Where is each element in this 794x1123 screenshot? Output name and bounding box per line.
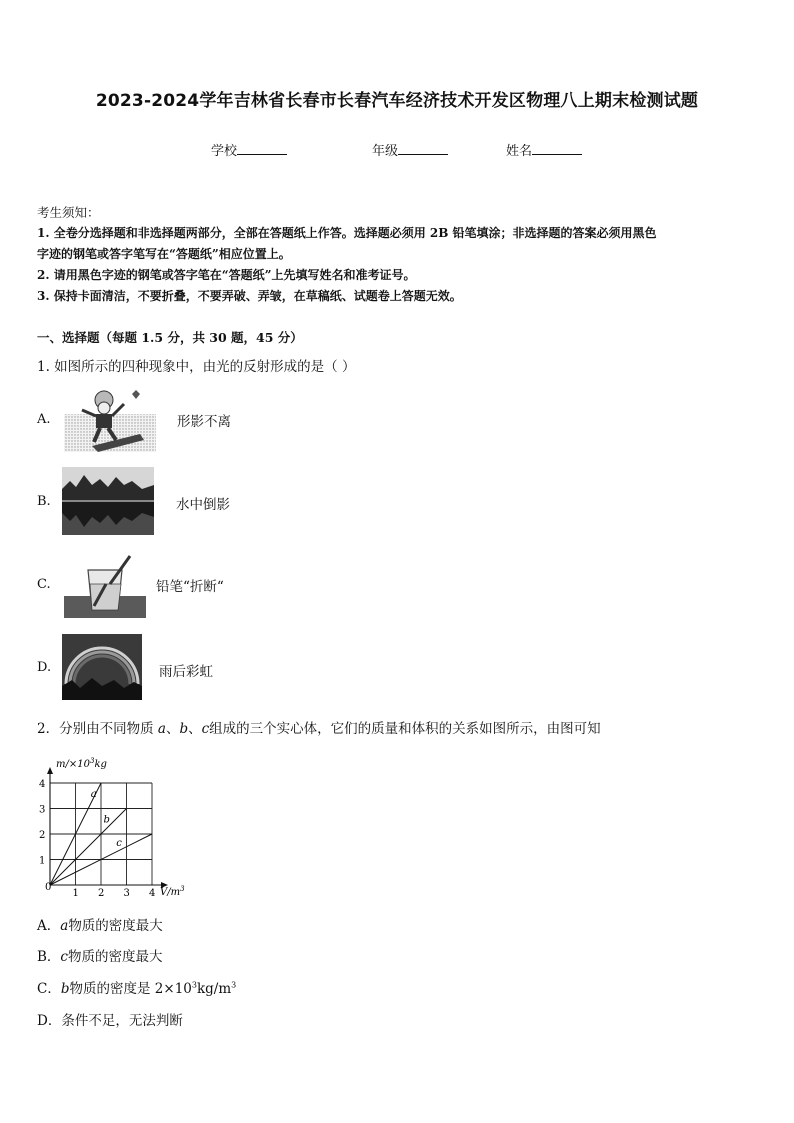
notice-item-1-line-2: 字迹的钢笔或答字笔写在“答题纸”相应位置上。 [37, 247, 291, 261]
grade-label: 年级 [372, 144, 399, 159]
q1-option-c-label: 铅笔“折断“ [156, 579, 224, 595]
series-label-a: a [90, 789, 97, 801]
origin-label: 0 [45, 882, 52, 893]
q2-option-b [37, 945, 162, 965]
school-field [211, 140, 287, 159]
y-tick-label-3: 3 [39, 804, 46, 816]
section-heading: 一、选择题（每题 1.5 分，共 30 题，45 分） [37, 330, 303, 345]
series-line-b [50, 809, 127, 886]
x-tick-label-1: 1 [72, 888, 79, 899]
q2-option-b-var: c [60, 949, 68, 965]
shadow-cartoon-image [62, 386, 156, 454]
x-tick-label-4: 4 [149, 888, 156, 899]
q2-stem-suffix: 组成的三个实心体，它们的质量和体积的关系如图所示，由图可知 [209, 721, 601, 737]
y-tick-label-4: 4 [39, 779, 46, 790]
notice-item-3: 3. 保持卡面清洁，不要折叠，不要弄破、弄皱，在草稿纸、试题卷上答题无效。 [37, 289, 462, 303]
q1-option-d-label: 雨后彩虹 [159, 664, 213, 680]
q1-option-a-label: 形影不离 [177, 414, 231, 430]
q2-var-c: c [201, 721, 210, 737]
notice-item-1-line-1: 1. 全卷分选择题和非选择题两部分，全部在答题纸上作答。选择题必须用 2B 铅笔填涂；非选择题的答案必须用黑色 [37, 226, 657, 240]
q2-option-c-text-mid: kg/m [196, 981, 232, 997]
notice-item-2: 2. 请用黑色字迹的钢笔或答字笔在“答题纸”上先填写姓名和准考证号。 [37, 268, 416, 282]
q2-option-a-text: 物质的密度最大 [68, 918, 163, 934]
q2-option-a [37, 914, 163, 934]
rainbow-image [62, 634, 142, 700]
name-blank [532, 142, 582, 155]
q2-sep-1: 、 [165, 721, 180, 737]
x-tick-label-2: 2 [98, 888, 105, 899]
q2-option-c [37, 977, 236, 997]
pencil-in-glass-image [64, 552, 146, 618]
q2-option-b-text: 物质的密度最大 [67, 949, 163, 965]
y-axis-label: $m/\times 10^3kg$ [56, 757, 107, 770]
y-axis-arrow [47, 767, 53, 774]
name-field [506, 140, 582, 159]
water-reflection-image [62, 467, 154, 535]
q2-stem-prefix: 2．分别由不同物质 [37, 721, 158, 737]
y-tick-label-1: 1 [39, 855, 46, 867]
page-title: 2023-2024学年吉林省长春市长春汽车经济技术开发区物理八上期末检测试题 [95, 91, 699, 111]
q2-var-a: a [157, 721, 166, 737]
grade-field [372, 140, 448, 159]
series-label-b: b [103, 814, 110, 826]
q1-option-b-label: 水中倒影 [176, 497, 230, 513]
q1-option-a-letter: A. [37, 412, 51, 427]
y-tick-label-2: 2 [39, 830, 46, 841]
q2-sep-2: 、 [188, 721, 202, 737]
q2-option-d-text: 条件不足，无法判断 [61, 1013, 183, 1029]
school-blank [237, 142, 287, 155]
notice-heading: 考生须知： [37, 205, 100, 220]
question-2-stem [37, 717, 601, 737]
mass-volume-chart [30, 752, 190, 900]
x-axis-label: $V/m^3$ [160, 885, 185, 898]
q2-option-c-var: b [60, 981, 70, 997]
school-label: 学校 [211, 144, 238, 159]
q1-option-c-letter: C. [37, 577, 51, 592]
name-label: 姓名 [506, 144, 533, 159]
q2-option-b-letter: B． [37, 949, 61, 965]
x-tick-label-3: 3 [123, 888, 130, 899]
q1-option-b-letter: B. [37, 494, 51, 509]
q2-option-d [37, 1009, 183, 1029]
q2-option-c-sup: 3 [191, 980, 197, 990]
q1-option-d-letter: D. [37, 660, 52, 675]
grade-blank [398, 142, 448, 155]
q2-var-b: b [179, 721, 189, 737]
q2-option-c-letter: C． [37, 981, 61, 997]
q2-option-a-var: a [60, 918, 69, 934]
q2-option-c-text-pre: 物质的密度是 2×10 [69, 981, 192, 997]
question-1-stem: 1. 如图所示的四种现象中，由光的反射形成的是（ ） [37, 359, 356, 375]
chart-labels [39, 779, 155, 899]
q2-option-d-letter: D． [37, 1013, 62, 1029]
q2-option-a-letter: A． [37, 918, 61, 934]
q2-option-c-sup2: 3 [231, 980, 237, 990]
series-label-c: c [116, 838, 122, 850]
